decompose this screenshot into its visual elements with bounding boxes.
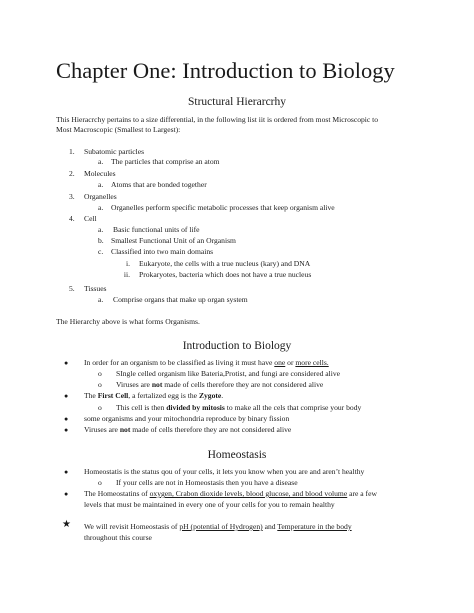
intro-text-line-1: This Hieracrchy pertains to a size differential, in the following list iit is ordered from most Microscopic to — [56, 115, 379, 124]
bullet-dot-icon: ● — [64, 392, 69, 400]
bullet-dot-icon: ● — [64, 490, 69, 498]
bullet-text: Viruses are not made of cells therefore they are not considered alive — [84, 425, 292, 434]
bullet-dot-icon: ● — [64, 468, 69, 476]
bullet-dot-icon: ● — [64, 426, 69, 434]
list-subsubitem-text: Prokaryotes, bacteria which does not have a true nucleus — [139, 270, 312, 279]
list-item-label: Subatomic particles — [84, 147, 145, 156]
circle-bullet-icon: o — [98, 369, 102, 378]
list-subsubitem-mark: i. — [125, 259, 130, 268]
bullet-text: In order for an organism to be classified as living it must have one or more cells. — [84, 358, 329, 367]
sub-bullet-text: Viruses are not made of cells therefore they are not considered alive — [116, 380, 324, 389]
circle-bullet-icon: o — [98, 478, 102, 487]
list-subitem-mark: c. — [98, 247, 104, 256]
bullet-text: The Homeostatins of oxygen, Crabon dioxide levels, blood glucose, and blood volume are a few — [84, 489, 377, 498]
list-subitem-mark: b. — [98, 236, 104, 245]
list-subitem-mark: a. — [98, 203, 104, 212]
circle-bullet-icon: o — [98, 380, 102, 389]
intro-text-line-2: Most Macroscopic (Smallest to Largest): — [56, 125, 181, 134]
list-subitem-text: Smallest Functional Unit of an Organism — [111, 236, 236, 245]
list-subitem-text: Organelles perform specific metabolic processes that keep organism alive — [111, 203, 335, 212]
list-subitem-text: Classified into two main domains — [111, 247, 214, 256]
list-item-label: Cell — [84, 214, 97, 223]
list-subitem-mark: a. — [98, 295, 104, 304]
star-bullet-text: We will revisit Homeostasis of pH (potential of Hydrogen) and Temperature in the body — [84, 522, 352, 531]
list-number: 2. — [69, 169, 75, 178]
list-item-label: Organelles — [84, 192, 117, 201]
bullet-text-continuation: levels that must be maintained in every one of your cells for you to remain healthy — [84, 500, 335, 509]
list-subsubitem-mark: ii. — [123, 270, 130, 279]
bullet-text: some organisms and your mitochondria reproduce by binary fission — [84, 414, 290, 423]
list-subitem-mark: a. — [98, 157, 104, 166]
section-heading-intro-biology: Introduction to Biology — [182, 340, 292, 352]
bullet-text: The First Cell, a fertalized egg is the Zygote. — [84, 391, 224, 400]
section-heading-structural-hierarchy: Structural Hierarcrhy — [187, 96, 287, 108]
closing-text: The Hierarchy above is what forms Organisms. — [56, 317, 200, 326]
bullet-dot-icon: ● — [64, 359, 69, 367]
bullet-dot-icon: ● — [64, 415, 69, 423]
section-heading-homeostasis: Homeostasis — [207, 449, 267, 461]
list-subitem-mark: a. — [98, 180, 104, 189]
list-subitem-text: Basic functional units of life — [113, 225, 200, 234]
star-bullet-text-continuation: throughout this course — [84, 533, 152, 542]
bullet-text: Homeostatis is the status qou of your cells, it lets you know when you are and aren’t healthy — [84, 467, 365, 476]
page-title: Chapter One: Introduction to Biology — [56, 58, 395, 83]
list-subitem-text: Comprise organs that make up organ system — [113, 295, 248, 304]
list-subitem-mark: a. — [98, 225, 104, 234]
list-number: 1. — [69, 147, 75, 156]
sub-bullet-text: If your cells are not in Homeostasis then you have a disease — [116, 478, 298, 487]
star-icon: ★ — [62, 519, 71, 530]
sub-bullet-text: This cell is then divided by mitosis to make all the cels that comprise your body — [116, 403, 362, 412]
sub-bullet-text: SIngle celled organism like Bateria,Protist, and fungi are considered alive — [116, 369, 341, 378]
list-item-label: Tissues — [84, 284, 107, 293]
list-subitem-text: The particles that comprise an atom — [111, 157, 220, 166]
list-subsubitem-text: Eukaryote, the cells with a true nucleus (kary) and DNA — [139, 259, 311, 268]
list-number: 4. — [69, 214, 75, 223]
list-item-label: Molecules — [84, 169, 116, 178]
list-subitem-text: Atoms that are bonded together — [111, 180, 207, 189]
list-number: 3. — [69, 192, 75, 201]
list-number: 5. — [69, 284, 75, 293]
circle-bullet-icon: o — [98, 403, 102, 412]
